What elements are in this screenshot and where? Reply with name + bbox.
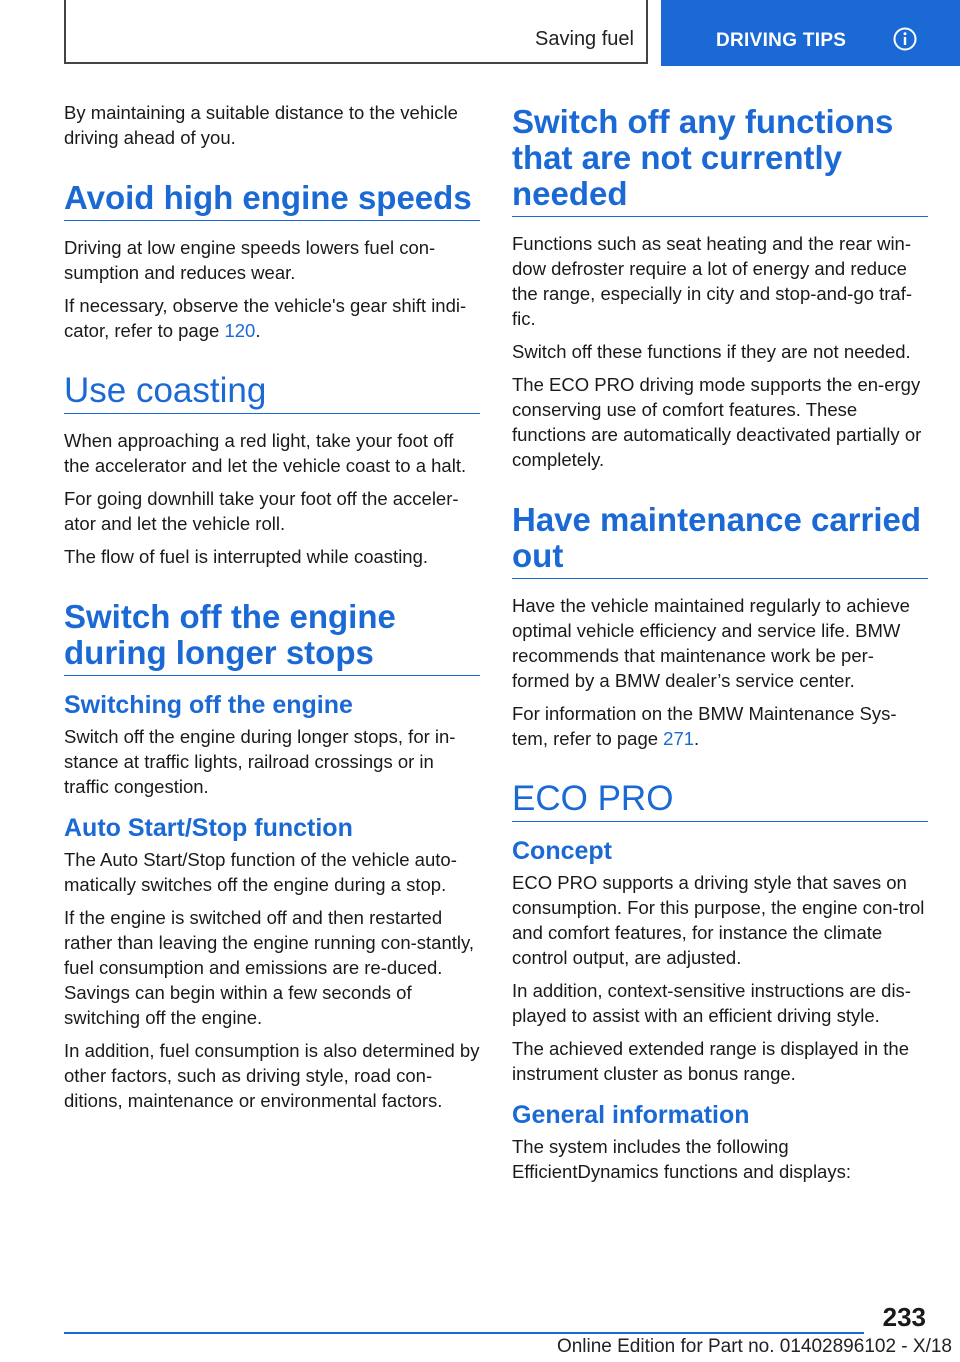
general-paragraph: The system includes the following EfficientDynamics functions and displays: xyxy=(512,1136,851,1182)
avoid-paragraph-1: Driving at low engine speeds lowers fuel con-sumption and reduces wear. xyxy=(64,237,436,283)
avoid-paragraph-2 xyxy=(64,293,480,343)
subheading-auto-start-stop: Auto Start/Stop function xyxy=(64,814,353,842)
maintenance-paragraph-2 xyxy=(512,701,928,751)
left-column xyxy=(64,100,480,1121)
right-column xyxy=(512,100,928,1192)
section-tab xyxy=(64,0,648,64)
functions-paragraph-2: Switch off these functions if they are not needed. xyxy=(512,341,911,362)
footer-divider xyxy=(64,1332,864,1334)
info-icon xyxy=(893,27,917,51)
page-number: 233 xyxy=(882,1302,926,1332)
switching-paragraph: Switch off the engine during longer stops, for in-stance at traffic lights, railroad crossings or in traffic congestion. xyxy=(64,726,456,797)
chapter-title: DRIVING TIPS xyxy=(716,30,847,51)
functions-paragraph-3: The ECO PRO driving mode supports the en-ergy conserving use of comfort features. These functions are automatically deactivated partially or completely. xyxy=(512,374,922,470)
subheading-concept: Concept xyxy=(512,837,612,865)
avoid-period: . xyxy=(255,320,261,341)
functions-paragraph-1: Functions such as seat heating and the rear win-dow defroster require a lot of energy and reduce the range, especially in city and stop-and-go traf-fic. xyxy=(512,233,913,329)
coast-paragraph-1: When approaching a red light, take your foot off the accelerator and let the vehicle coast to a halt. xyxy=(64,430,467,476)
page-link-120[interactable]: 120 xyxy=(224,320,256,341)
subheading-general-information: General information xyxy=(512,1101,750,1129)
heading-switch-off-engine: Switch off the engine during longer stops xyxy=(64,599,480,676)
chapter-tab xyxy=(661,0,960,66)
concept-paragraph-3: The achieved extended range is displayed in the instrument cluster as bonus range. xyxy=(512,1038,909,1084)
intro-paragraph: By maintaining a suitable distance to the vehicle driving ahead of you. xyxy=(64,102,458,148)
maintenance-period: . xyxy=(694,728,700,749)
coast-paragraph-2: For going downhill take your foot off the acceler-ator and let the vehicle roll. xyxy=(64,488,459,534)
heading-avoid-high-engine-speeds: Avoid high engine speeds xyxy=(64,180,480,221)
section-title: Saving fuel xyxy=(535,28,634,50)
page-link-271[interactable]: 271 xyxy=(663,728,695,749)
heading-maintenance: Have maintenance carried out xyxy=(512,502,928,579)
heading-switch-off-functions: Switch off any functions that are not currently needed xyxy=(512,104,928,217)
heading-eco-pro: ECO PRO xyxy=(512,781,928,822)
page-header xyxy=(0,0,960,66)
subheading-switching-off: Switching off the engine xyxy=(64,691,353,719)
maintenance-text: For information on the BMW Maintenance Sys-tem, refer to page xyxy=(512,703,897,749)
coast-paragraph-3: The flow of fuel is interrupted while coasting. xyxy=(64,546,429,567)
auto-paragraph-3: In addition, fuel consumption is also determined by other factors, such as driving style, road con-ditions, maintenance or environmental factors. xyxy=(64,1040,480,1111)
avoid-text: If necessary, observe the vehicle's gear shift indi-cator, refer to page xyxy=(64,295,467,341)
maintenance-paragraph-1: Have the vehicle maintained regularly to achieve optimal vehicle efficiency and service life. BMW recommends that maintenance work be per-formed by a BMW dealer’s service center. xyxy=(512,595,910,691)
heading-use-coasting: Use coasting xyxy=(64,373,480,414)
auto-paragraph-1: The Auto Start/Stop function of the vehicle auto-matically switches off the engine during a stop. xyxy=(64,849,457,895)
concept-paragraph-2: In addition, context-sensitive instructions are dis-played to assist with an efficient driving style. xyxy=(512,980,911,1026)
footer-edition: Online Edition for Part no. 01402896102 - X/18 xyxy=(556,1336,952,1357)
auto-paragraph-2: If the engine is switched off and then restarted rather than leaving the engine running con-stantly, fuel consumption and emissions are re-duced. Savings can begin within a few seconds of switching off the engine. xyxy=(64,907,475,1028)
concept-paragraph-1: ECO PRO supports a driving style that saves on consumption. For this purpose, the engine con-trol and comfort features, for instance the climate control output, are adjusted. xyxy=(512,872,925,968)
